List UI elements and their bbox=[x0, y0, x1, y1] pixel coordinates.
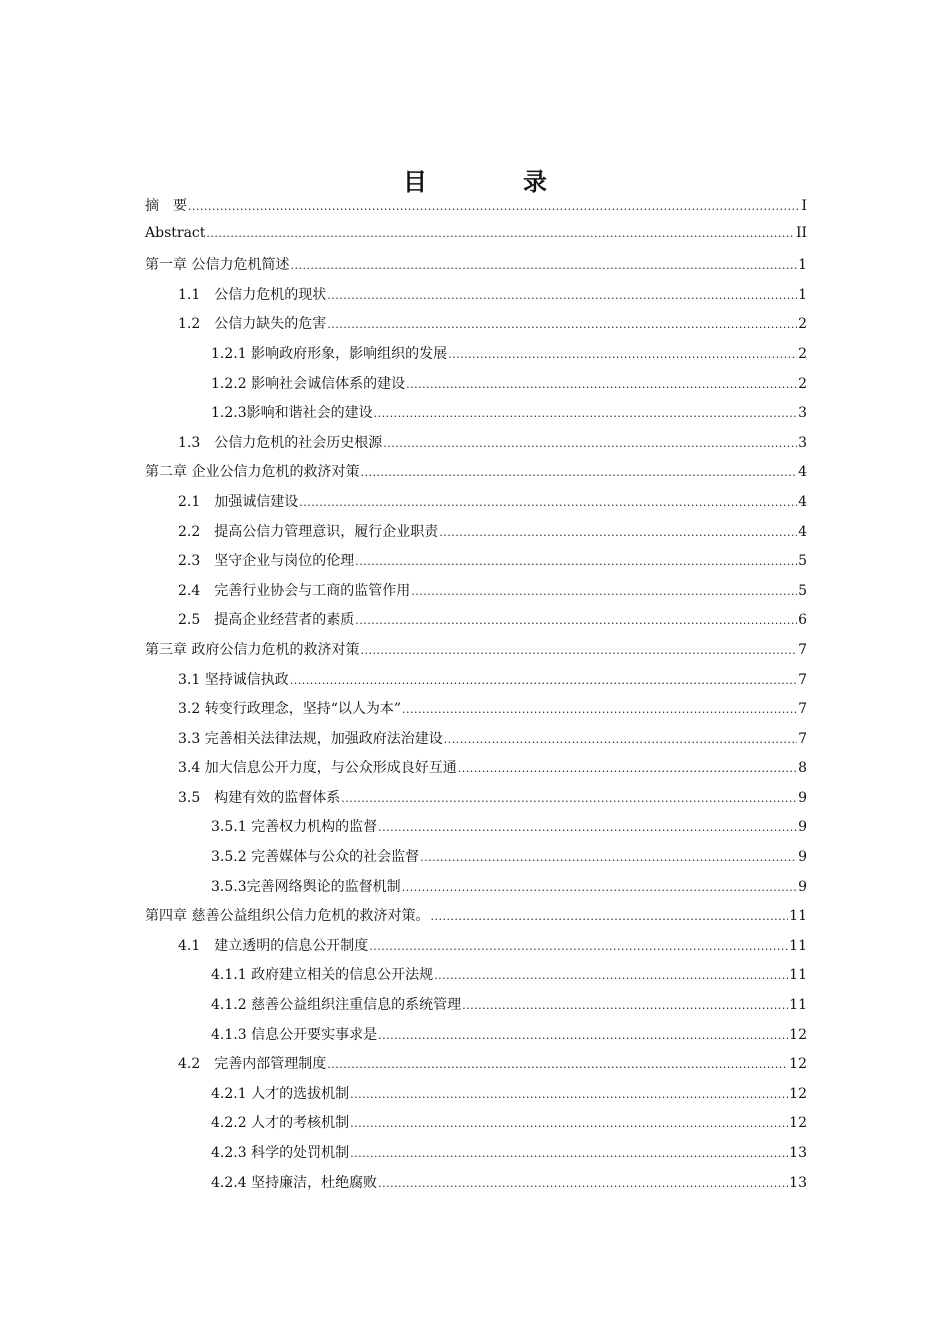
dot-leader bbox=[378, 821, 797, 834]
toc-entry-page-number: 3 bbox=[798, 405, 807, 422]
dot-leader bbox=[420, 851, 797, 864]
toc-entry-label: 4.1.1 政府建立相关的信息公开法规 bbox=[211, 967, 434, 984]
toc-entry-page-number: 7 bbox=[798, 701, 807, 718]
dot-leader bbox=[350, 1117, 788, 1130]
toc-entry-page-number: 2 bbox=[798, 316, 807, 333]
toc-entry-page-number: 12 bbox=[789, 1056, 807, 1073]
dot-leader bbox=[360, 466, 797, 479]
dot-leader bbox=[327, 289, 797, 302]
dot-leader bbox=[299, 496, 797, 509]
dot-leader bbox=[355, 555, 797, 568]
toc-entry-page-number: 13 bbox=[789, 1174, 807, 1191]
toc-entry-page-number: 7 bbox=[798, 641, 807, 658]
toc-entry-page-number: 11 bbox=[789, 937, 807, 954]
toc-entry-page-number: 4 bbox=[798, 493, 807, 510]
toc-entry-label: 3.5 构建有效的监督体系 bbox=[178, 789, 341, 806]
dot-leader bbox=[444, 733, 797, 746]
toc-entry-label: 1.2.1 影响政府形象，影响组织的发展 bbox=[211, 345, 448, 362]
toc-entry-label: 1.2 公信力缺失的危害 bbox=[178, 316, 327, 333]
toc-entry[interactable] bbox=[145, 669, 807, 699]
dot-leader bbox=[206, 227, 795, 240]
toc-entry[interactable] bbox=[145, 461, 807, 491]
toc-entry-label: 2.1 加强诚信建设 bbox=[178, 493, 299, 510]
dot-leader bbox=[369, 940, 788, 953]
toc-entry-page-number: 12 bbox=[789, 1026, 807, 1043]
toc-entry[interactable] bbox=[145, 816, 807, 846]
toc-entry-label: 4.2 完善内部管理制度 bbox=[178, 1056, 327, 1073]
toc-entry[interactable] bbox=[145, 254, 807, 284]
dot-leader bbox=[458, 762, 797, 775]
toc-entry-label: 1.3 公信力危机的社会历史根源 bbox=[178, 434, 383, 451]
toc-entry-label: 2.2 提高公信力管理意识，履行企业职责 bbox=[178, 523, 439, 540]
toc-entry-page-number: 2 bbox=[798, 345, 807, 362]
toc-entry-page-number: 2 bbox=[798, 375, 807, 392]
toc-entry-label: 第一章 公信力危机简述 bbox=[145, 257, 290, 274]
toc-entry-label: 3.2 转变行政理念，坚持“以人为本” bbox=[178, 701, 402, 718]
toc-entry[interactable] bbox=[145, 728, 807, 758]
toc-entry-label: 4.1.3 信息公开要实事求是 bbox=[211, 1026, 378, 1043]
toc-entry-label: 3.5.2 完善媒体与公众的社会监督 bbox=[211, 849, 420, 866]
toc-entry-page-number: 5 bbox=[798, 582, 807, 599]
toc-entry[interactable] bbox=[145, 787, 807, 817]
toc-entry[interactable] bbox=[145, 373, 807, 403]
table-of-contents bbox=[145, 195, 807, 1201]
toc-entry-label: Abstract bbox=[145, 224, 206, 241]
toc-entry[interactable] bbox=[145, 698, 807, 728]
dot-leader bbox=[378, 1177, 788, 1190]
toc-entry-label: 3.1 坚持诚信执政 bbox=[178, 671, 289, 688]
dot-leader bbox=[430, 910, 788, 923]
dot-leader bbox=[355, 614, 797, 627]
toc-entry[interactable] bbox=[145, 609, 807, 639]
dot-leader bbox=[462, 999, 788, 1012]
toc-entry-page-number: 13 bbox=[789, 1145, 807, 1161]
toc-entry[interactable] bbox=[145, 580, 807, 610]
toc-entry-label: 1.2.2 影响社会诚信体系的建设 bbox=[211, 375, 406, 392]
dot-leader bbox=[327, 1058, 788, 1071]
dot-leader bbox=[406, 378, 797, 391]
dot-leader bbox=[350, 1147, 788, 1160]
toc-entry[interactable] bbox=[145, 757, 807, 787]
toc-entry[interactable] bbox=[145, 1112, 807, 1142]
toc-entry-page-number: 7 bbox=[798, 671, 807, 688]
toc-entry[interactable] bbox=[145, 343, 807, 373]
toc-entry[interactable] bbox=[145, 1024, 807, 1054]
toc-entry-page-number: 9 bbox=[798, 819, 807, 836]
toc-entry-label: 1.2.3影响和谐社会的建设 bbox=[211, 405, 373, 422]
toc-entry[interactable] bbox=[145, 195, 807, 225]
toc-entry-page-number: 3 bbox=[798, 434, 807, 451]
toc-entry-page-number: 7 bbox=[798, 730, 807, 747]
dot-leader bbox=[402, 703, 797, 716]
toc-entry-page-number: 4 bbox=[798, 523, 807, 540]
toc-entry-page-number: 11 bbox=[789, 908, 807, 925]
toc-entry-label: 摘 要 bbox=[145, 198, 187, 214]
toc-entry-page-number: 12 bbox=[789, 1115, 807, 1132]
toc-entry[interactable] bbox=[145, 876, 807, 906]
dot-leader bbox=[350, 1088, 788, 1101]
toc-entry-label: 4.2.2 人才的考核机制 bbox=[211, 1115, 350, 1132]
dot-leader bbox=[374, 407, 797, 420]
toc-entry-label: 2.4 完善行业协会与工商的监管作用 bbox=[178, 582, 411, 599]
dot-leader bbox=[188, 200, 800, 213]
toc-entry[interactable] bbox=[145, 846, 807, 876]
dot-leader bbox=[434, 969, 788, 982]
toc-entry-label: 第三章 政府公信力危机的救济对策 bbox=[145, 641, 360, 658]
dot-leader bbox=[327, 318, 797, 331]
toc-title: 目 录 bbox=[403, 167, 583, 196]
toc-entry-page-number: 6 bbox=[798, 612, 807, 629]
toc-entry-page-number: 1 bbox=[798, 257, 807, 274]
toc-entry-label: 4.2.4 坚持廉洁，杜绝腐败 bbox=[211, 1174, 378, 1191]
toc-entry-page-number: 9 bbox=[798, 789, 807, 806]
dot-leader bbox=[402, 881, 797, 894]
toc-entry[interactable] bbox=[145, 639, 807, 669]
toc-entry-page-number: I bbox=[801, 198, 807, 214]
dot-leader bbox=[341, 792, 797, 805]
toc-entry[interactable] bbox=[145, 402, 807, 432]
toc-entry-label: 2.5 提高企业经营者的素质 bbox=[178, 612, 355, 629]
toc-entry[interactable] bbox=[145, 521, 807, 551]
toc-entry-page-number: 9 bbox=[798, 849, 807, 866]
dot-leader bbox=[448, 348, 797, 361]
toc-entry[interactable] bbox=[145, 964, 807, 994]
toc-entry[interactable] bbox=[145, 491, 807, 521]
dot-leader bbox=[411, 585, 797, 598]
toc-entry-label: 3.5.3完善网络舆论的监督机制 bbox=[211, 878, 401, 895]
toc-entry-page-number: 5 bbox=[798, 553, 807, 570]
toc-entry[interactable] bbox=[145, 1053, 807, 1083]
dot-leader bbox=[290, 259, 797, 272]
toc-entry[interactable] bbox=[145, 313, 807, 343]
dot-leader bbox=[290, 674, 797, 687]
toc-entry-label: 1.1 公信力危机的现状 bbox=[178, 286, 327, 303]
toc-entry-label: 4.2.1 人才的选拔机制 bbox=[211, 1085, 350, 1102]
toc-entry-label: 4.1.2 慈善公益组织注重信息的系统管理 bbox=[211, 997, 462, 1014]
toc-entry[interactable] bbox=[145, 1172, 807, 1202]
toc-entry-label: 4.2.3 科学的处罚机制 bbox=[211, 1145, 350, 1161]
toc-entry-page-number: 11 bbox=[789, 967, 807, 984]
toc-entry[interactable] bbox=[145, 225, 807, 255]
toc-entry-page-number: 4 bbox=[798, 464, 807, 481]
toc-entry-label: 第四章 慈善公益组织公信力危机的救济对策。 bbox=[145, 908, 430, 925]
toc-entry[interactable] bbox=[145, 905, 807, 935]
toc-entry[interactable] bbox=[145, 994, 807, 1024]
dot-leader bbox=[439, 526, 797, 539]
toc-entry-label: 3.4 加大信息公开力度，与公众形成良好互通 bbox=[178, 760, 457, 777]
toc-entry-page-number: 9 bbox=[798, 878, 807, 895]
toc-entry-page-number: 12 bbox=[789, 1085, 807, 1102]
toc-entry-label: 3.3 完善相关法律法规，加强政府法治建设 bbox=[178, 730, 443, 747]
toc-entry-label: 3.5.1 完善权力机构的监督 bbox=[211, 819, 378, 836]
toc-entry-label: 2.3 坚守企业与岗位的伦理 bbox=[178, 553, 355, 570]
toc-entry[interactable] bbox=[145, 1083, 807, 1113]
dot-leader bbox=[360, 644, 797, 657]
toc-entry[interactable] bbox=[145, 284, 807, 314]
toc-entry-label: 第二章 企业公信力危机的救济对策 bbox=[145, 464, 360, 481]
toc-entry-page-number: 1 bbox=[798, 286, 807, 303]
dot-leader bbox=[378, 1029, 788, 1042]
toc-entry-page-number: 11 bbox=[789, 997, 807, 1014]
dot-leader bbox=[383, 437, 797, 450]
toc-entry[interactable] bbox=[145, 432, 807, 462]
toc-entry[interactable] bbox=[145, 935, 807, 965]
toc-entry[interactable] bbox=[145, 1142, 807, 1172]
toc-entry-page-number: 8 bbox=[798, 760, 807, 777]
toc-entry-label: 4.1 建立透明的信息公开制度 bbox=[178, 937, 369, 954]
toc-entry-page-number: II bbox=[795, 224, 807, 241]
toc-entry[interactable] bbox=[145, 550, 807, 580]
